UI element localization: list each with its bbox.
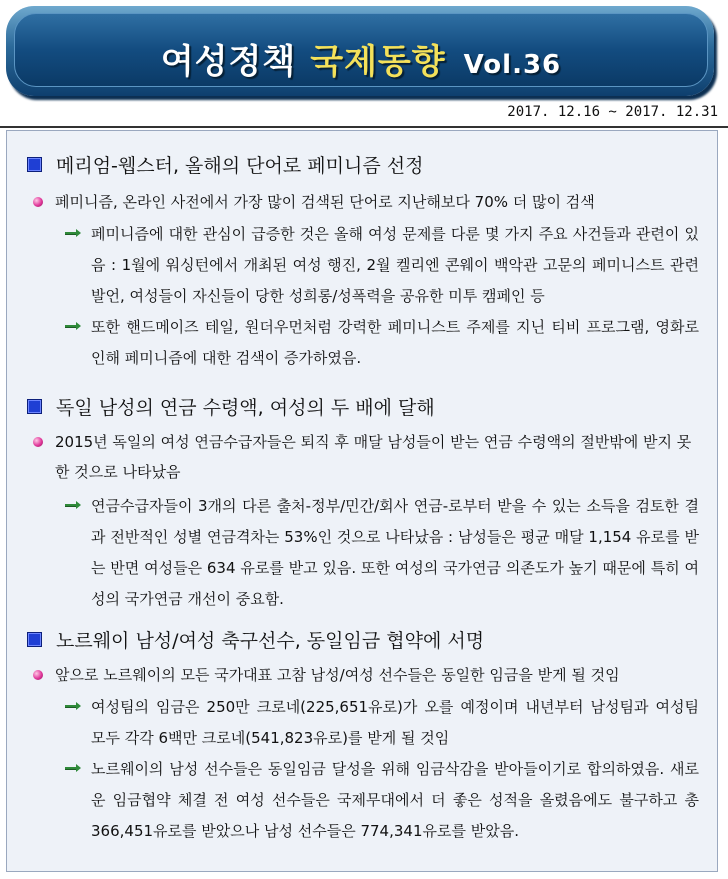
bullet-text: 2015년 독일의 여성 연금수급자들은 퇴직 후 매달 남성들이 받는 연금 수령액의 절반밖에 받지 못한 것으로 나타났음 bbox=[55, 433, 692, 481]
sub-item-text: 페미니즘에 대한 관심이 급증한 것은 올해 여성 문제를 다룬 몇 가지 주요 사건들과 관련이 있음 : 1월에 워싱턴에서 개최된 여성 행진, 2월 켈리엔 콘웨이 백악관 고문의 페미니스트 관련 발언, 여성들이 자신들이 당한 성희롱/성폭력을 공유한 미투 캠페인 등 bbox=[91, 225, 699, 305]
content-panel bbox=[6, 130, 718, 872]
section-heading-text: 메리엄-웹스터, 올해의 단어로 페미니즘 선정 bbox=[56, 155, 424, 177]
green-arrow-icon bbox=[65, 321, 81, 331]
sub-item bbox=[65, 692, 699, 754]
bullet-text: 페미니즘, 온라인 사전에서 가장 많이 검색된 단어로 지난해보다 70% 더 많이 검색 bbox=[55, 193, 595, 211]
section-heading-2 bbox=[27, 393, 435, 420]
green-arrow-icon bbox=[65, 228, 81, 238]
sub-item-text: 연금수급자들이 3개의 다른 출처-정부/민간/회사 연금-로부터 받을 수 있는 소득을 검토한 결과 전반적인 성별 연금격차는 53%인 것으로 나타났음 : 남성들은 평균 매달 1,154 유로를 받는 반면 여성들은 634 유로를 받고 있음. 또한 여성의 국가연금 의존도가 높기 때문에 특히 여성의 국가연금 개선이 중요함. bbox=[91, 497, 699, 608]
section-heading-text: 독일 남성의 연금 수령액, 여성의 두 배에 달해 bbox=[56, 397, 435, 419]
green-arrow-icon bbox=[65, 500, 81, 510]
sub-item bbox=[65, 312, 699, 374]
banner-volume: Vol.36 bbox=[463, 50, 562, 80]
section-heading-3 bbox=[27, 626, 484, 653]
banner-title-part2: 국제동향 bbox=[310, 42, 446, 82]
section-heading-1 bbox=[27, 151, 423, 178]
bullet-text: 앞으로 노르웨이의 모든 국가대표 고참 남성/여성 선수들은 동일한 임금을 받게 될 것임 bbox=[55, 666, 620, 684]
green-arrow-icon bbox=[65, 763, 81, 773]
pink-dot-icon bbox=[33, 197, 43, 207]
date-range: 2017. 12.16 ~ 2017. 12.31 bbox=[507, 104, 718, 120]
sub-item bbox=[65, 219, 699, 312]
pink-dot-icon bbox=[33, 670, 43, 680]
section-heading-text: 노르웨이 남성/여성 축구선수, 동일임금 협약에 서명 bbox=[56, 630, 485, 652]
green-arrow-icon bbox=[65, 701, 81, 711]
banner-title bbox=[6, 34, 716, 83]
sub-item bbox=[65, 754, 699, 847]
divider-line bbox=[0, 126, 728, 128]
sub-item bbox=[65, 491, 699, 615]
bullet-item bbox=[33, 660, 703, 690]
pink-dot-icon bbox=[33, 437, 43, 447]
sub-item-text: 노르웨이의 남성 선수들은 동일임금 달성을 위해 임금삭감을 받아들이기로 합의하였음. 새로운 임금협약 체결 전 여성 선수들은 국제무대에서 더 좋은 성적을 올렸음에도 불구하고 총 366,451유로를 받았으나 남성 선수들은 774,341유로를 받았음. bbox=[91, 760, 699, 840]
blue-square-icon bbox=[27, 157, 42, 172]
bullet-item bbox=[33, 187, 703, 217]
blue-square-icon bbox=[27, 632, 42, 647]
banner-title-part1: 여성정책 bbox=[160, 42, 297, 82]
title-banner bbox=[6, 6, 716, 98]
blue-square-icon bbox=[27, 399, 42, 414]
bullet-item bbox=[33, 427, 703, 487]
sub-item-text: 여성팀의 임금은 250만 크로네(225,651유로)가 오를 예정이며 내년부터 남성팀과 여성팀 모두 각각 6백만 크로네(541,823유로)를 받게 될 것임 bbox=[91, 698, 699, 747]
sub-item-text: 또한 핸드메이즈 테일, 원더우먼처럼 강력한 페미니스트 주제를 지닌 티비 프로그램, 영화로 인해 페미니즘에 대한 검색이 증가하였음. bbox=[91, 318, 699, 367]
